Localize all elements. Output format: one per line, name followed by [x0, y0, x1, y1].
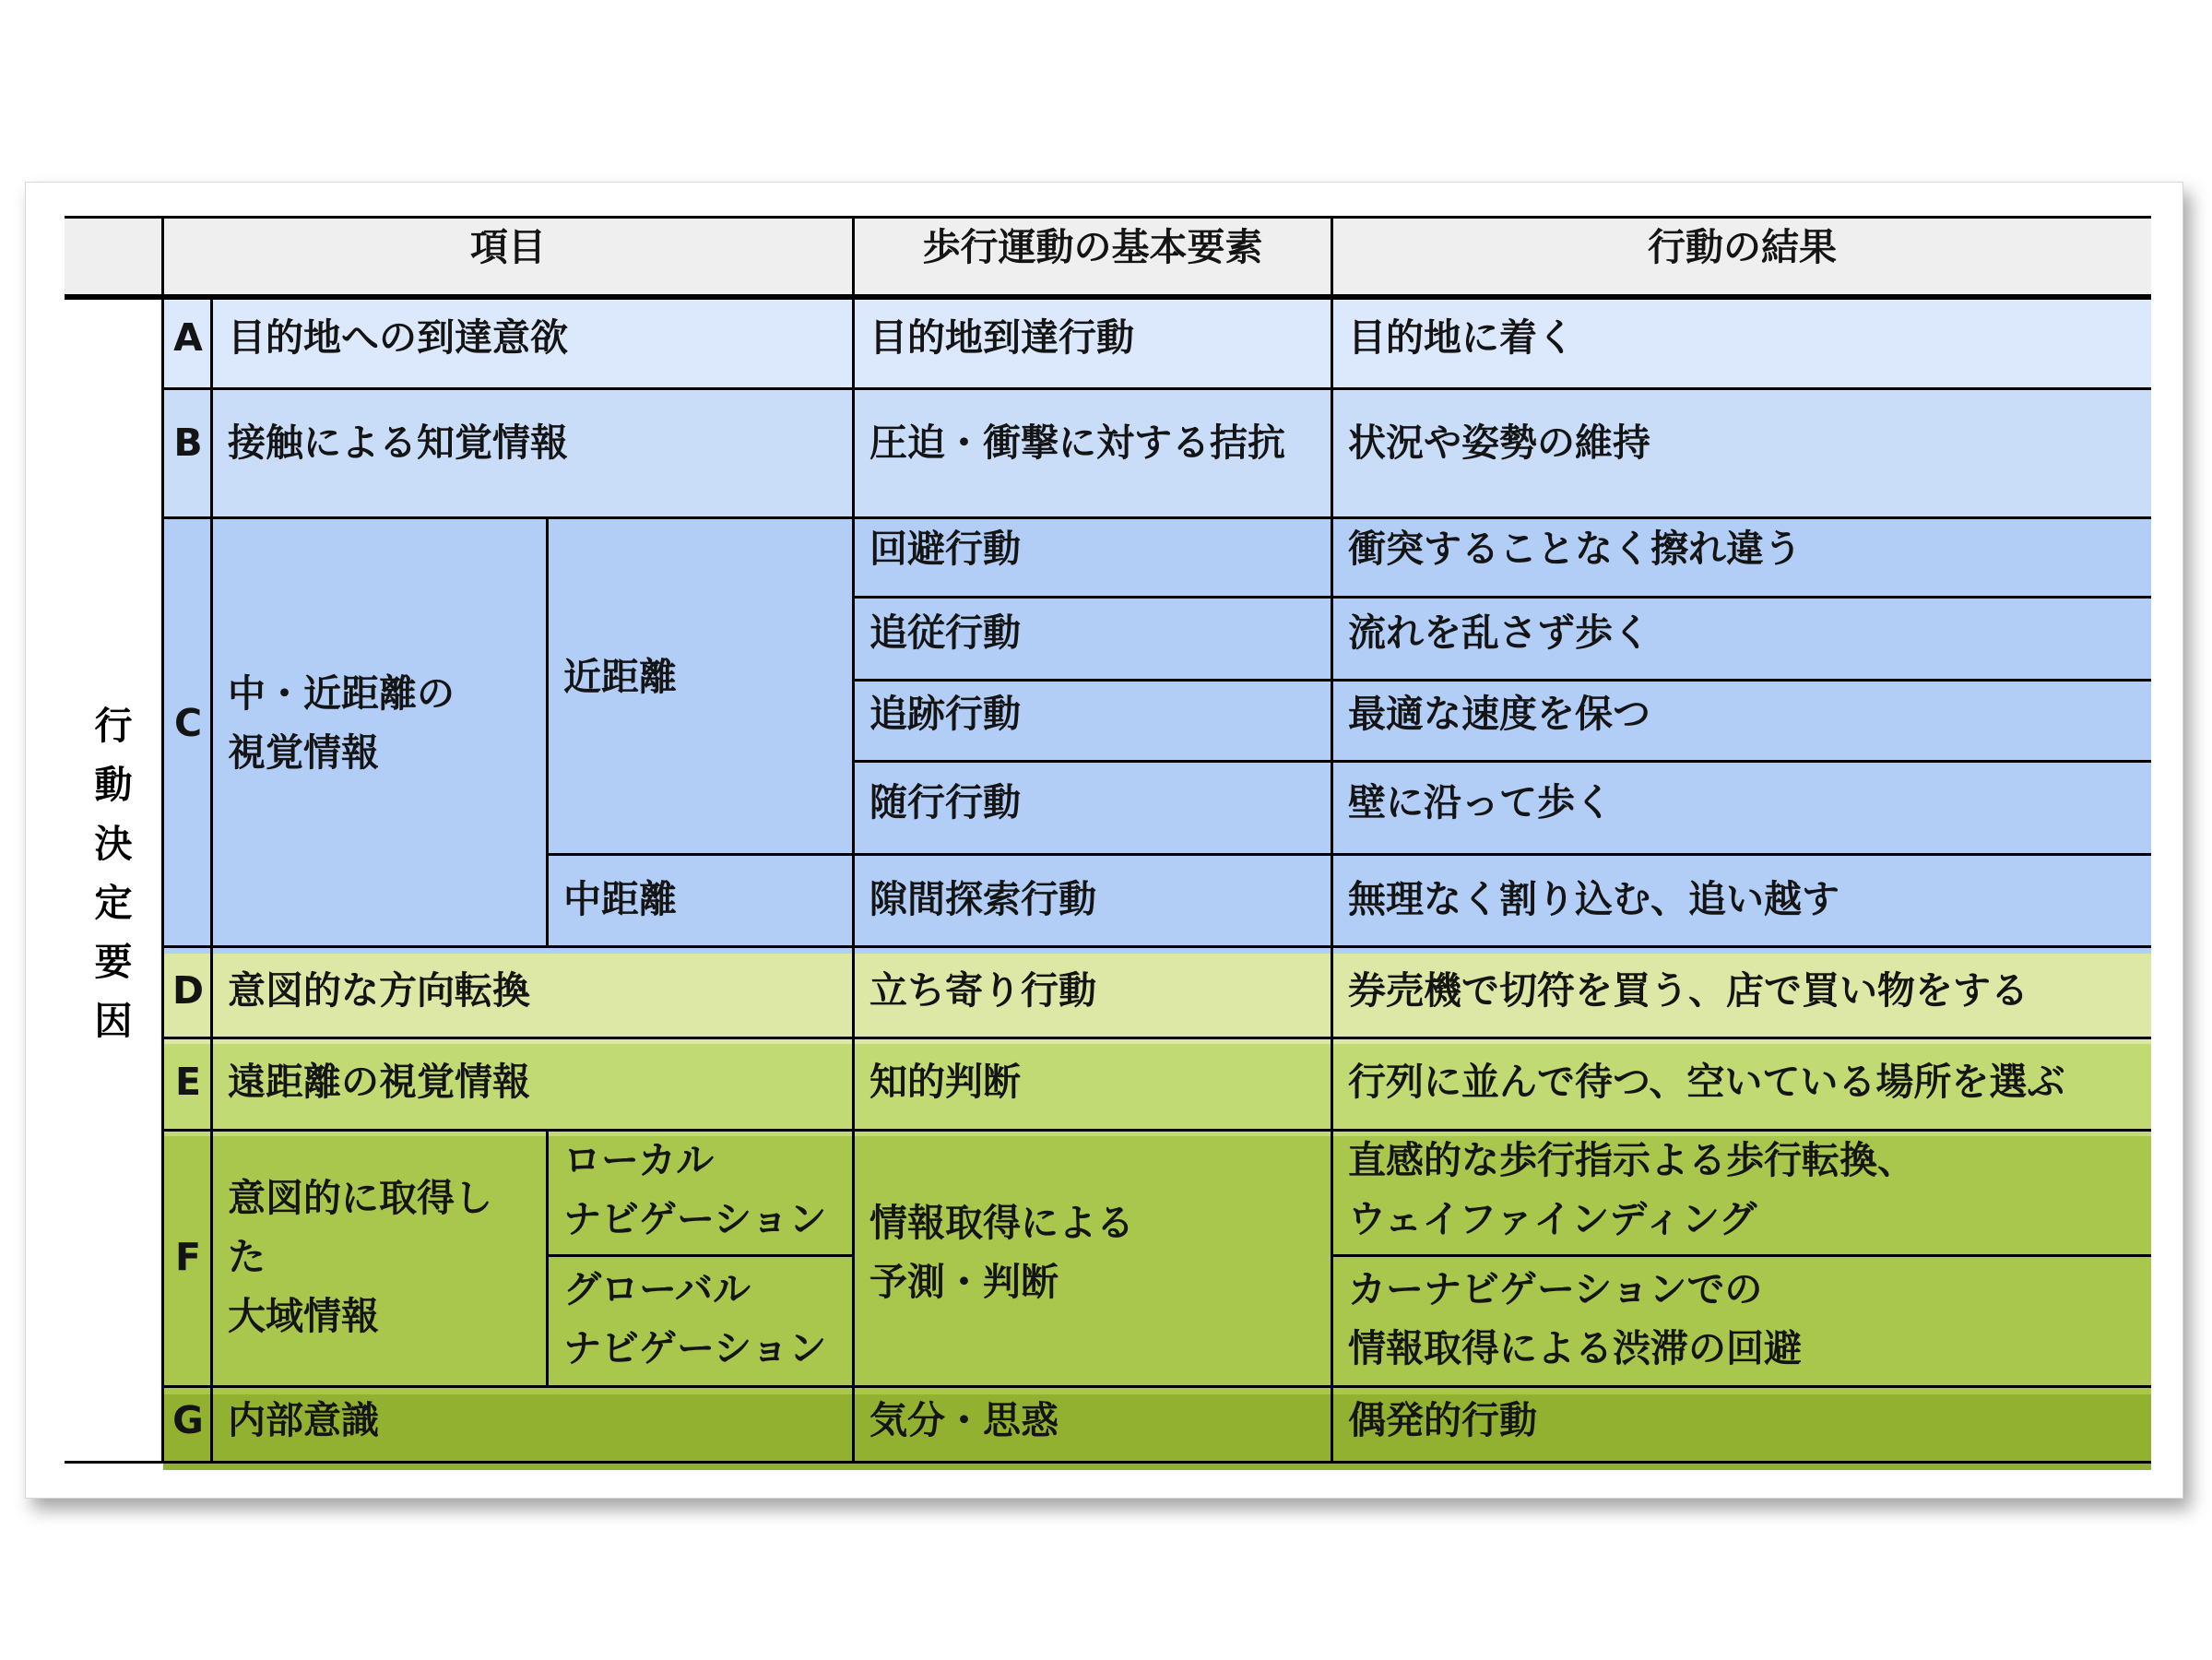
header-result: 行動の結果: [1648, 225, 1837, 269]
divider-d-e: [163, 1037, 2151, 1039]
row-letter-f: F: [174, 1235, 201, 1279]
row-a-item: 目的地への到達意欲: [228, 315, 568, 360]
divider-a-b: [163, 387, 2151, 390]
row-e-result: 行列に並んで待つ、空いている場所を選ぶ: [1348, 1060, 2065, 1104]
row-f-local-line2: ナビゲーション: [563, 1197, 827, 1241]
row-d-result: 券売機で切符を買う、店で買い物をする: [1348, 968, 2029, 1013]
row-f-result-local-line2: ウェイファインディング: [1348, 1197, 1757, 1241]
row-f-item-line2: た: [228, 1235, 266, 1279]
row-letter-d: D: [172, 968, 205, 1013]
row-f-result-local-line1: 直感的な歩行指示よる歩行転換、: [1348, 1138, 1915, 1182]
row-c1-element: 回避行動: [869, 527, 1021, 571]
divider-c-d: [163, 945, 2151, 948]
row-g-item: 内部意識: [228, 1398, 379, 1442]
row-g-element: 気分・思惑: [869, 1398, 1059, 1442]
row-c-item-line2: 視覚情報: [228, 730, 379, 775]
divider-f-g: [163, 1385, 2151, 1388]
row-c-mid-label: 中距離: [563, 877, 677, 921]
row-e-element: 知的判断: [869, 1060, 1021, 1104]
row-c5-result: 無理なく割り込む、追い越す: [1348, 877, 1839, 921]
row-b-result: 状況や姿勢の維持: [1348, 421, 1650, 465]
row-c4-element: 随行行動: [869, 780, 1021, 824]
divider-c1-c2: [855, 596, 2151, 599]
row-f-global-line1: グローバル: [563, 1267, 751, 1311]
side-label-char: 要: [94, 940, 133, 984]
side-label-char: 定: [94, 881, 133, 925]
row-c2-result: 流れを乱さず歩く: [1348, 611, 1650, 655]
divider-f-result: [1333, 1254, 2151, 1257]
row-c2-element: 追従行動: [869, 611, 1021, 655]
side-label-char: 因: [94, 999, 133, 1043]
table-bottom-border: [65, 1461, 2151, 1464]
side-label-action-determinants: [88, 696, 139, 1050]
row-c3-result: 最適な速度を保つ: [1348, 692, 1650, 736]
row-c1-result: 衝突することなく擦れ違う: [1348, 527, 1802, 571]
row-b-item: 接触による知覚情報: [228, 421, 568, 465]
side-label-char: 決: [94, 822, 133, 866]
row-f-local-line1: ローカル: [563, 1138, 715, 1182]
divider-b-c: [163, 516, 2151, 519]
header-basic-element: 歩行運動の基本要素: [922, 225, 1263, 269]
divider-c2-c3: [855, 679, 2151, 682]
header-item: 項目: [470, 225, 546, 269]
header-bottom-border: [65, 294, 2151, 300]
row-f-element-line2: 予測・判断: [869, 1260, 1059, 1304]
row-letter-b: B: [173, 421, 203, 465]
row-f-result-global-line2: 情報取得による渋滞の回避: [1348, 1326, 1802, 1370]
row-f-element-line1: 情報取得による: [869, 1201, 1134, 1245]
row-c-bg: [163, 518, 2151, 954]
row-g-result: 偶発的行動: [1348, 1398, 1537, 1442]
row-e-item: 遠距離の視覚情報: [228, 1060, 530, 1104]
row-f-item-line1: 意図的に取得し: [228, 1176, 492, 1220]
row-b-element: 圧迫・衝撃に対する拮抗: [869, 421, 1285, 465]
row-g-bg: [163, 1394, 2151, 1470]
row-c4-result: 壁に沿って歩く: [1348, 780, 1613, 824]
side-label-char: 動: [94, 763, 133, 807]
row-letter-g: G: [172, 1398, 204, 1442]
side-label-char: 行: [94, 704, 133, 748]
divider-near-mid: [547, 853, 2151, 856]
divider-f-local-global: [547, 1254, 855, 1257]
row-f-item-line3: 大域情報: [228, 1294, 379, 1338]
row-letter-a: A: [173, 315, 203, 360]
row-f-global-line2: ナビゲーション: [563, 1326, 827, 1370]
row-a-element: 目的地到達行動: [869, 315, 1134, 360]
row-letter-e: E: [174, 1060, 201, 1104]
row-c-item-line1: 中・近距離の: [228, 671, 455, 716]
row-a-result: 目的地に着く: [1348, 315, 1575, 360]
row-c-near-label: 近距離: [563, 655, 677, 699]
row-f-result-global-line1: カーナビゲーションでの: [1348, 1267, 1763, 1311]
row-d-item: 意図的な方向転換: [228, 968, 530, 1013]
divider-c3-c4: [855, 760, 2151, 763]
row-c5-element: 隙間探索行動: [869, 877, 1096, 921]
row-d-element: 立ち寄り行動: [869, 968, 1096, 1013]
row-letter-c: C: [173, 701, 203, 745]
row-c3-element: 追跡行動: [869, 692, 1021, 736]
